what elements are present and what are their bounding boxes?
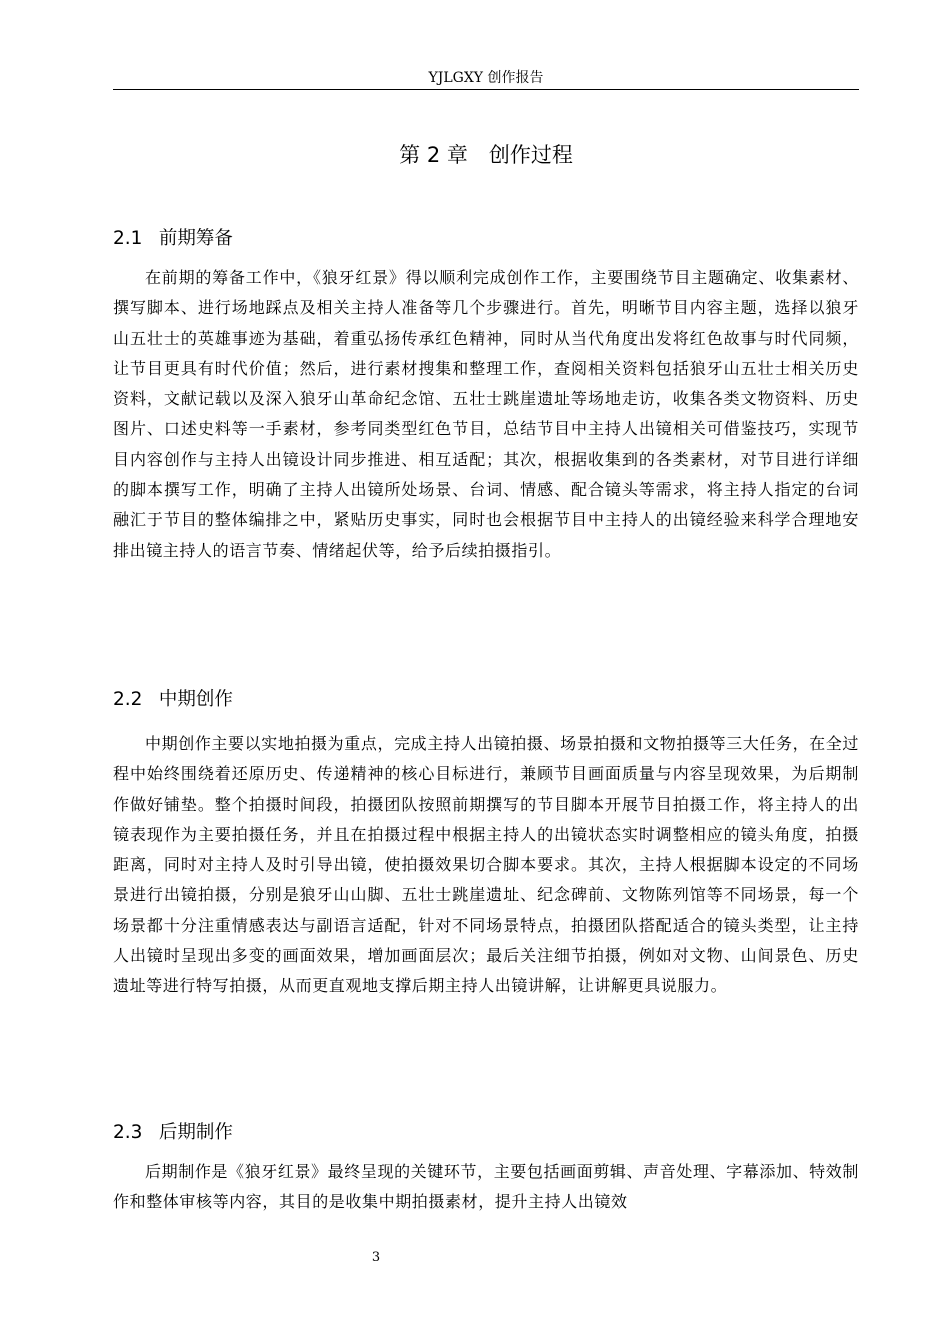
section-2-2-paragraph: 中期创作主要以实地拍摄为重点，完成主持人出镜拍摄、场景拍摄和文物拍摄等三大任务，在全过程中始终围绕着还原历史、传递精神的核心目标进行，兼顾节目画面质量与内容呈现效果，为后期制作做好铺垫。整个拍摄时间段，拍摄团队按照前期撰写的节目脚本开展节目拍摄工作，将主持人的出镜表现作为主要拍摄任务，并且在拍摄过程中根据主持人的出镜状态实时调整相应的镜头角度，拍摄距离，同时对主持人及时引导出镜，使拍摄效果切合脚本要求。其次，主持人根据脚本设定的不同场景进行出镜拍摄，分别是狼牙山山脚、五壮士跳崖遗址、纪念碑前、文物陈列馆等不同场景，每一个场景都十分注重情感表达与副语言适配，针对不同场景特点，拍摄团队搭配适合的镜头类型，让主持人出镜时呈现出多变的画面效果，增加画面层次；最后关注细节拍摄，例如对文物、山间景色、历史遗址等进行特写拍摄，从而更直观地支撑后期主持人出镜讲解，让讲解更具说服力。 [113,734,859,996]
section-heading-2-2 [113,687,233,713]
section-title: 后期制作 [158,1122,233,1143]
page-number: 3 [371,1250,381,1265]
header-rule [113,89,859,90]
section-2-1-paragraph: 在前期的筹备工作中，《狼牙红景》得以顺利完成创作工作，主要围绕节目主题确定、收集素材、撰写脚本、进行场地踩点及相关主持人准备等几个步骤进行。首先，明晰节目内容主题，选择以狼牙山五壮士的英雄事迹为基础，着重弘扬传承红色精神，同时从当代角度出发将红色故事与时代同频，让节目更具有时代价值；然后，进行素材搜集和整理工作，查阅相关资料包括狼牙山五壮士相关历史资料，文献记载以及深入狼牙山革命纪念馆、五壮士跳崖遗址等场地走访，收集各类文物资料、历史图片、口述史料等一手素材，参考同类型红色节目，总结节目中主持人出镜相关可借鉴技巧，实现节目内容创作与主持人出镜设计同步推进、相互适配；其次，根据收集到的各类素材，对节目进行详细的脚本撰写工作，明确了主持人出镜所处场景、台词、情感、配合镜头等需求，将主持人指定的台词融汇于节目的整体编排之中，紧贴历史事实，同时也会根据节目中主持人的出镜经验来科学合理地安排出镜主持人的语言节奏、情绪起伏等，给予后续拍摄指引。 [113,268,859,560]
section-2-3-paragraph: 后期制作是《狼牙红景》最终呈现的关键环节，主要包括画面剪辑、声音处理、字幕添加、特效制作和整体审核等内容，其目的是收集中期拍摄素材，提升主持人出镜效 [113,1162,859,1212]
section-heading-2-3 [113,1120,233,1146]
section-title: 中期创作 [158,689,233,710]
section-number: 2.2 [113,689,143,710]
chapter-title: 第 2 章 创作过程 [399,143,573,167]
section-number: 2.3 [113,1122,143,1143]
section-heading-2-1 [113,226,233,252]
section-title: 前期筹备 [158,228,233,249]
running-header: YJLGXY 创作报告 [428,70,544,86]
section-number: 2.1 [113,228,143,249]
